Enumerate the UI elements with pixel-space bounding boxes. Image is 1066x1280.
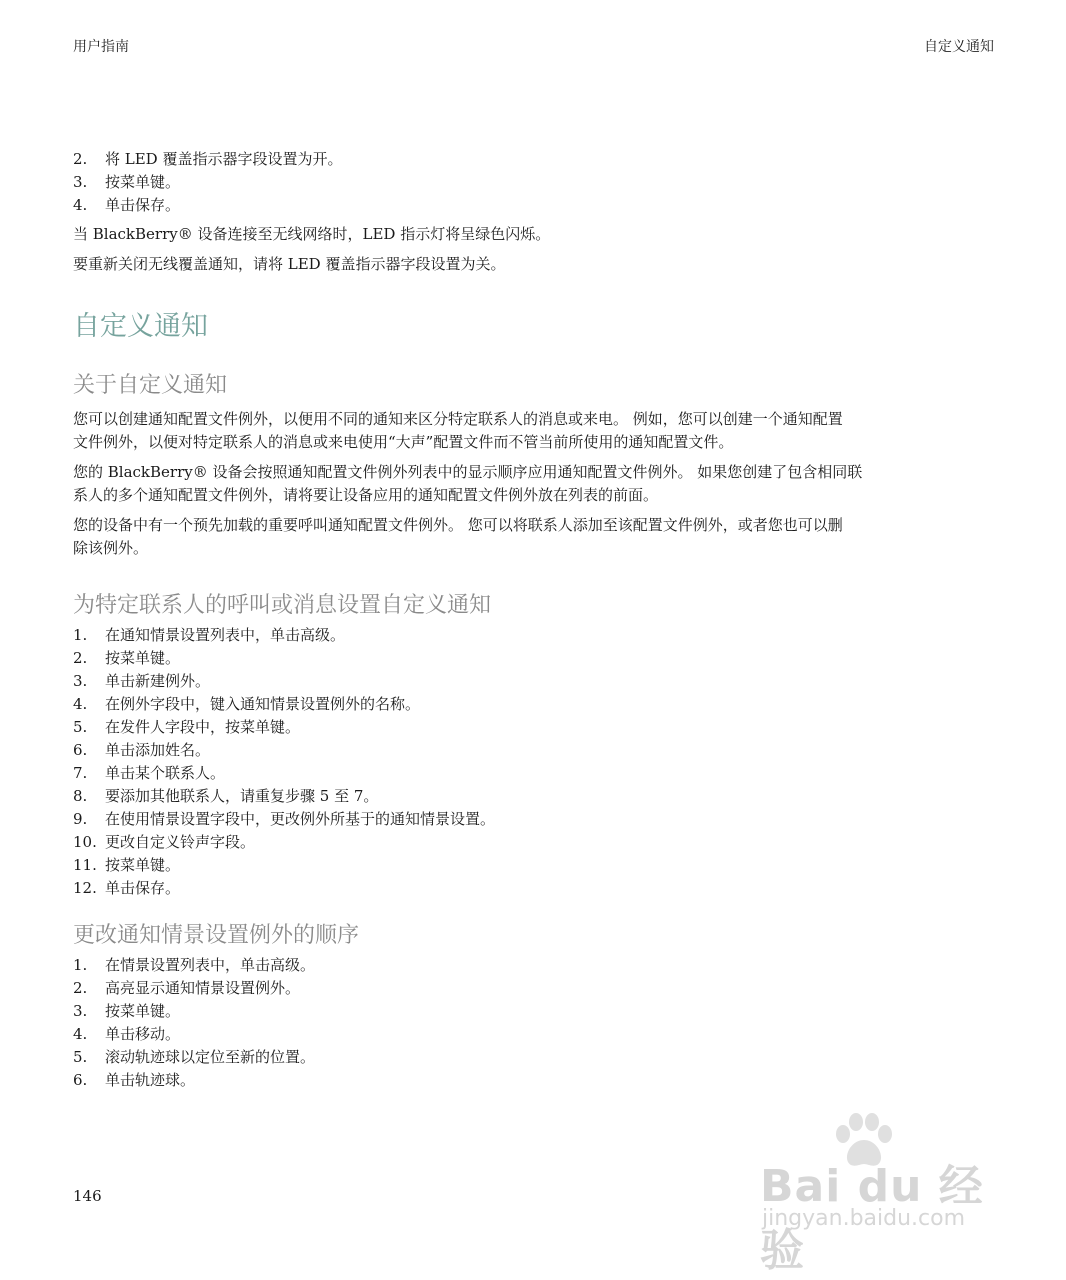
paragraph-line: 除该例外。 bbox=[73, 539, 149, 557]
subsection-title-about: 关于自定义通知 bbox=[73, 373, 228, 398]
list-item bbox=[73, 1069, 998, 1092]
paragraph-line: 您可以创建通知配置文件例外，以便用不同的通知来区分特定联系人的消息或来电。 例如，您可以创建一个通知配置 bbox=[73, 410, 843, 428]
custom-contact-steps-list bbox=[73, 624, 998, 900]
step-text: 按菜单键。 bbox=[105, 649, 181, 667]
step-text: 单击移动。 bbox=[105, 1025, 181, 1043]
step-number: 3. bbox=[73, 173, 88, 191]
watermark-url: jingyan.baidu.com bbox=[762, 1206, 966, 1231]
subsection-title-custom-contact: 为特定联系人的呼叫或消息设置自定义通知 bbox=[73, 593, 492, 618]
paragraph-line: 您的 BlackBerry® 设备会按照通知配置文件例外列表中的显示顺序应用通知配置文件例外。 如果您创建了包含相同联 bbox=[73, 463, 863, 481]
step-text: 高亮显示通知情景设置例外。 bbox=[105, 979, 301, 997]
about-paragraph-1 bbox=[73, 408, 998, 454]
step-text: 单击某个联系人。 bbox=[105, 764, 226, 782]
step-text: 按菜单键。 bbox=[105, 173, 181, 191]
list-item bbox=[73, 954, 998, 977]
page-content bbox=[73, 148, 998, 1092]
step-text: 按菜单键。 bbox=[105, 1002, 181, 1020]
intro-paragraph: 当 BlackBerry® 设备连接至无线网络时，LED 指示灯将呈绿色闪烁。 bbox=[73, 225, 551, 243]
about-paragraph-3 bbox=[73, 514, 998, 560]
step-text: 滚动轨迹球以定位至新的位置。 bbox=[105, 1048, 316, 1066]
step-text: 要添加其他联系人，请重复步骤 5 至 7。 bbox=[105, 787, 379, 805]
step-text: 单击保存。 bbox=[105, 196, 181, 214]
paragraph-line: 文件例外，以便对特定联系人的消息或来电使用“大声”配置文件而不管当前所使用的通知配置文件。 bbox=[73, 433, 734, 451]
list-item bbox=[73, 1046, 998, 1069]
step-number: 3. bbox=[73, 672, 88, 690]
step-number: 2. bbox=[73, 649, 88, 667]
step-text: 更改自定义铃声字段。 bbox=[105, 833, 256, 851]
change-order-steps-list bbox=[73, 954, 998, 1092]
step-text: 在情景设置列表中，单击高级。 bbox=[105, 956, 316, 974]
step-text: 在通知情景设置列表中，单击高级。 bbox=[105, 626, 346, 644]
list-item bbox=[73, 171, 998, 194]
list-item bbox=[73, 1000, 998, 1023]
list-item bbox=[73, 762, 998, 785]
list-item bbox=[73, 739, 998, 762]
step-number: 1. bbox=[73, 956, 88, 974]
step-number: 4. bbox=[73, 196, 88, 214]
step-number: 5. bbox=[73, 718, 88, 736]
list-item bbox=[73, 877, 998, 900]
step-text: 单击新建例外。 bbox=[105, 672, 211, 690]
list-item bbox=[73, 148, 998, 171]
intro-paragraph: 要重新关闭无线覆盖通知，请将 LED 覆盖指示器字段设置为关。 bbox=[73, 255, 506, 273]
step-number: 6. bbox=[73, 741, 88, 759]
step-number: 2. bbox=[73, 150, 88, 168]
list-item bbox=[73, 854, 998, 877]
step-number: 4. bbox=[73, 695, 88, 713]
step-text: 单击轨迹球。 bbox=[105, 1071, 196, 1089]
step-number: 5. bbox=[73, 1048, 88, 1066]
step-text: 在使用情景设置字段中，更改例外所基于的通知情景设置。 bbox=[105, 810, 496, 828]
page-number: 146 bbox=[73, 1187, 102, 1205]
step-text: 在例外字段中，键入通知情景设置例外的名称。 bbox=[105, 695, 421, 713]
step-text: 将 LED 覆盖指示器字段设置为开。 bbox=[105, 150, 343, 168]
step-text: 单击保存。 bbox=[105, 879, 181, 897]
step-text: 单击添加姓名。 bbox=[105, 741, 211, 759]
intro-steps-list bbox=[73, 148, 998, 217]
step-number: 6. bbox=[73, 1071, 88, 1089]
step-number: 7. bbox=[73, 764, 88, 782]
baidu-watermark bbox=[748, 1112, 1008, 1276]
step-number: 9. bbox=[73, 810, 88, 828]
watermark-logo-text: Bai du 经验 bbox=[760, 1161, 984, 1276]
header-chapter-title: 自定义通知 bbox=[924, 39, 994, 55]
step-number: 12. bbox=[73, 879, 97, 897]
paragraph-line: 系人的多个通知配置文件例外，请将要让设备应用的通知配置文件例外放在列表的前面。 bbox=[73, 486, 659, 504]
subsection-title-change-order: 更改通知情景设置例外的顺序 bbox=[73, 923, 360, 948]
section-title: 自定义通知 bbox=[73, 311, 208, 342]
header-guide-title: 用户指南 bbox=[73, 39, 129, 55]
step-number: 8. bbox=[73, 787, 88, 805]
step-number: 3. bbox=[73, 1002, 88, 1020]
step-number: 4. bbox=[73, 1025, 88, 1043]
step-text: 在发件人字段中，按菜单键。 bbox=[105, 718, 301, 736]
paragraph-line: 您的设备中有一个预先加载的重要呼叫通知配置文件例外。 您可以将联系人添加至该配置文件例外，或者您也可以删 bbox=[73, 516, 843, 534]
list-item bbox=[73, 977, 998, 1000]
list-item bbox=[73, 647, 998, 670]
list-item bbox=[73, 808, 998, 831]
step-number: 1. bbox=[73, 626, 88, 644]
step-number: 11. bbox=[73, 856, 97, 874]
list-item bbox=[73, 194, 998, 217]
step-text: 按菜单键。 bbox=[105, 856, 181, 874]
list-item bbox=[73, 693, 998, 716]
about-paragraph-2 bbox=[73, 461, 998, 507]
list-item bbox=[73, 1023, 998, 1046]
list-item bbox=[73, 831, 998, 854]
step-number: 10. bbox=[73, 833, 97, 851]
list-item bbox=[73, 624, 998, 647]
list-item bbox=[73, 785, 998, 808]
list-item bbox=[73, 670, 998, 693]
step-number: 2. bbox=[73, 979, 88, 997]
list-item bbox=[73, 716, 998, 739]
